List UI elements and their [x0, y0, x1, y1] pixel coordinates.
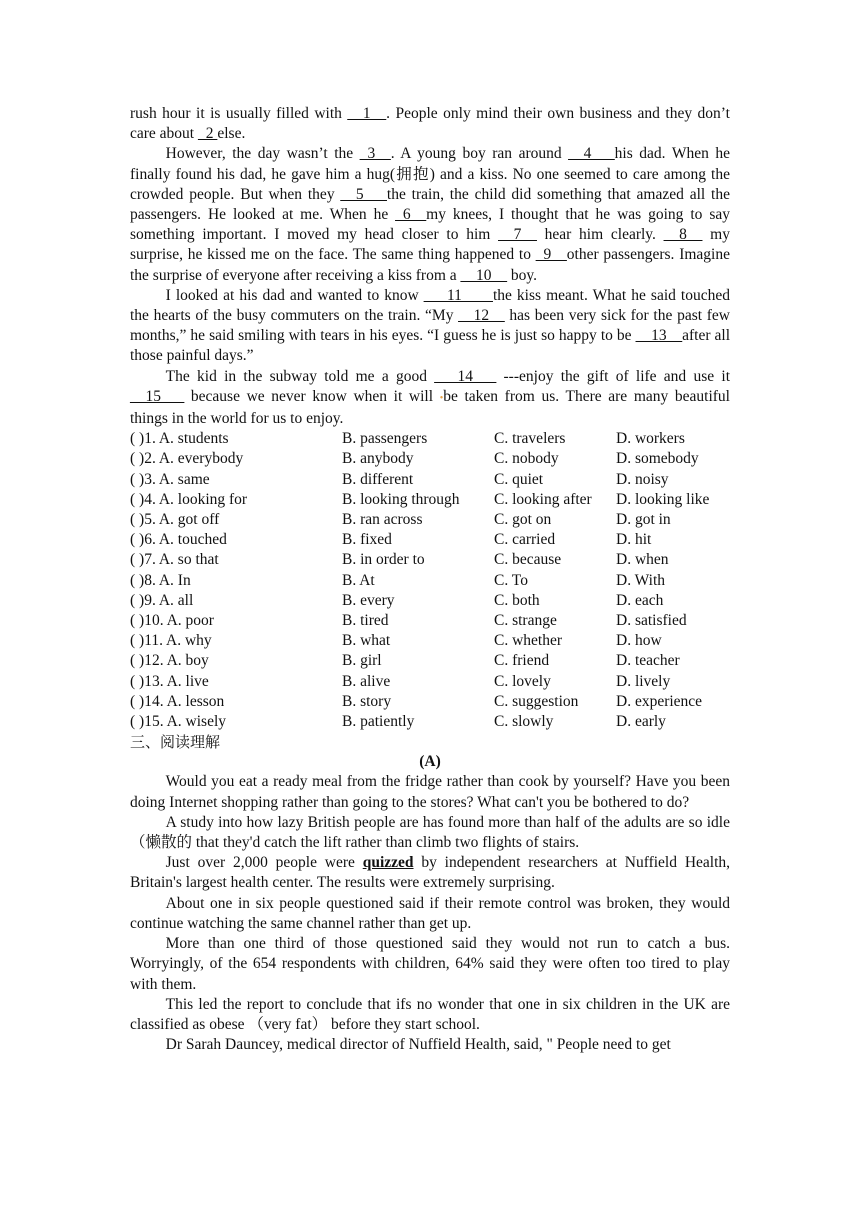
question-stem-option-a: ( )7. A. so that [130, 551, 219, 569]
option-b: B. passengers [342, 430, 428, 448]
option-c: C. got on [494, 511, 552, 528]
option-d: D. noisy [616, 470, 669, 488]
text: my surprise, he kissed me on the face. The same thing happened to [130, 226, 730, 264]
option-d: D. workers [616, 430, 685, 448]
blank-4: __4___ [568, 145, 615, 163]
text: because we never know when it will [184, 387, 440, 405]
option-d: D. satisfied [616, 611, 687, 629]
option-c: C. whether [494, 632, 563, 650]
blank-8: __8__ [663, 226, 703, 244]
option-row [130, 611, 730, 631]
dot-mark: • [439, 392, 444, 404]
question-stem-option-a: ( )5. A. got off [130, 511, 220, 528]
question-stem-option-a: ( )1. A. students [130, 430, 229, 448]
text: Just over 2,000 people were [165, 854, 363, 872]
option-d: D. each [616, 591, 664, 609]
option-row [130, 449, 730, 469]
cloze-paragraph-4 [130, 367, 730, 430]
blank-7: __7__ [498, 226, 537, 244]
option-row [130, 490, 730, 510]
section-title: 三、阅读理解 [130, 733, 221, 752]
option-row [130, 651, 730, 671]
option-b: B. anybody [342, 450, 414, 468]
option-b: B. story [342, 692, 392, 710]
option-c: C. To [494, 571, 528, 589]
text: hear him clearly. [536, 226, 664, 244]
cloze-paragraph-2 [130, 144, 730, 285]
option-c: C. nobody [494, 450, 559, 468]
passage-paragraph-5: More than one third of those questioned said they would not run to catch a bus. Worryingly, of the 654 respondents with children, 64% said they were often too tired to play with them. [130, 935, 730, 993]
blank-11: ___11____ [423, 286, 493, 304]
cloze-paragraph-3 [130, 286, 730, 367]
option-row [130, 510, 730, 530]
question-stem-option-a: ( )2. A. everybody [130, 450, 244, 468]
question-stem-option-a: ( )9. A. all [130, 591, 194, 609]
question-stem-option-a: ( )12. A. boy [130, 652, 209, 670]
text: . A young boy ran around [390, 145, 569, 163]
text: by independent researchers at Nuffield Health, Britain's largest health center. The results were extremely surprising. [130, 854, 731, 892]
question-stem-option-a: ( )10. A. poor [130, 611, 214, 629]
question-stem-option-a: ( )15. A. wisely [130, 712, 227, 730]
option-c: C. friend [494, 652, 550, 670]
option-c: C. both [494, 591, 540, 609]
option-b: B. every [342, 591, 395, 609]
option-b: B. girl [342, 652, 382, 670]
text: . People only mind their own business and they don’t care about [130, 105, 730, 143]
option-c: C. slowly [494, 712, 554, 730]
question-stem-option-a: ( )3. A. same [130, 470, 210, 488]
blank-2: _2 [198, 125, 218, 143]
passage-paragraph-3 [130, 853, 730, 893]
text: rush hour it is usually filled with [130, 105, 348, 122]
option-d: D. somebody [616, 450, 699, 468]
option-d: D. teacher [616, 652, 680, 670]
blank-6: _6__ [395, 206, 427, 224]
option-row [130, 429, 730, 449]
option-row [130, 692, 730, 712]
option-c: C. because [494, 551, 562, 569]
option-b: B. in order to [342, 551, 425, 569]
question-stem-option-a: ( )11. A. why [130, 632, 212, 650]
question-stem-option-a: ( )14. A. lesson [130, 692, 225, 710]
blank-9: _9__ [535, 246, 567, 264]
question-stem-option-a: ( )4. A. looking for [130, 490, 248, 508]
passage-paragraph-7: Dr Sarah Dauncey, medical director of Nuffield Health, said, " People need to get [165, 1036, 671, 1054]
passage-paragraph-4: About one in six people questioned said if their remote control was broken, they would continue watching the same channel rather than get up. [130, 894, 730, 932]
text: the kiss meant. What he said touched the hearts of the busy commuters on the train. “My [130, 286, 730, 325]
blank-5: __5___ [340, 185, 387, 203]
text: I looked at his dad and wanted to know [165, 286, 424, 304]
option-row [130, 571, 730, 591]
option-c: C. suggestion [494, 692, 579, 710]
blank-1: __1__ [347, 105, 387, 122]
question-stem-option-a: ( )13. A. live [130, 672, 209, 690]
option-d: D. when [616, 551, 669, 569]
cloze-paragraph-1 [130, 104, 730, 144]
option-d: D. lively [616, 672, 671, 690]
text: ---enjoy the gift of life and use it [496, 367, 730, 385]
option-d: D. With [616, 571, 666, 589]
option-d: D. experience [616, 692, 703, 710]
option-row [130, 631, 730, 651]
blank-14: ___14___ [434, 367, 497, 385]
text: my knees, I thought that he was going to say something important. I moved my head closer to him [130, 206, 730, 244]
blank-15: __15___ [130, 387, 185, 405]
blank-12: __12__ [458, 307, 505, 325]
option-c: C. quiet [494, 470, 544, 488]
question-stem-option-a: ( )6. A. touched [130, 531, 227, 549]
option-row [130, 672, 730, 692]
blank-3: _3__ [359, 145, 391, 163]
option-b: B. At [342, 571, 375, 589]
option-b: B. alive [342, 672, 391, 690]
option-d: D. hit [616, 531, 652, 549]
option-d: D. looking like [616, 490, 710, 508]
option-b: B. different [342, 470, 414, 488]
option-b: B. what [342, 632, 391, 650]
text: has been very sick for the past few months,” he said smiling with tears in his eyes. “I guess he is just so happy to be [130, 307, 730, 345]
option-d: D. got in [616, 511, 671, 528]
option-c: C. lovely [494, 672, 551, 690]
options-list [130, 429, 730, 732]
option-d: D. how [616, 632, 662, 650]
option-d: D. early [616, 712, 666, 730]
option-c: C. carried [494, 531, 556, 549]
passage-paragraph-1: Would you eat a ready meal from the fridge rather than cook by yourself? Have you been doing Internet shopping rather than going to the stores? What can't you be bothered to do? [130, 773, 730, 811]
option-b: B. ran across [342, 511, 423, 528]
text: his dad. When he finally found his dad, he gave him a hug(拥抱) and a kiss. No one seemed to care among the crowded people. But when they [130, 145, 731, 203]
option-row [130, 530, 730, 550]
option-b: B. tired [342, 611, 389, 629]
passage-paragraph-2: A study into how lazy British people are has found more than half of the adults are so idle （懒散的 that they'd catch the lift rather than climb two flights of stairs. [130, 813, 730, 852]
option-b: B. looking through [342, 490, 460, 508]
text: However, the day wasn’t the [165, 145, 360, 163]
text: after all those painful days.” [130, 327, 731, 365]
text: be taken from us. There are many beautiful things in the world for us to enjoy. [130, 387, 730, 428]
text: the train, the child did something that amazed all the passengers. He looked at me. When he [130, 185, 730, 224]
option-b: B. fixed [342, 531, 392, 549]
option-c: C. travelers [494, 430, 566, 448]
underlined-word: quizzed [362, 854, 414, 872]
passage-paragraph-6: This led the report to conclude that ifs no wonder that one in six children in the UK are classified as obese （very fat） before they start school. [130, 995, 730, 1033]
text: other passengers. Imagine the surprise of everyone after receiving a kiss from a [130, 246, 730, 284]
passage-label: (A) [419, 753, 441, 771]
option-row [130, 712, 730, 732]
option-c: C. strange [494, 611, 557, 629]
document-page [130, 104, 730, 1055]
option-b: B. patiently [342, 712, 415, 730]
text: The kid in the subway told me a good [165, 367, 435, 385]
option-c: C. looking after [494, 490, 592, 508]
text: else. [217, 125, 246, 143]
option-row [130, 591, 730, 611]
text: boy. [507, 266, 538, 284]
question-stem-option-a: ( )8. A. In [130, 571, 191, 589]
option-row [130, 470, 730, 490]
option-row [130, 550, 730, 570]
blank-13: __13__ [635, 327, 683, 345]
blank-10: __10__ [460, 266, 508, 284]
